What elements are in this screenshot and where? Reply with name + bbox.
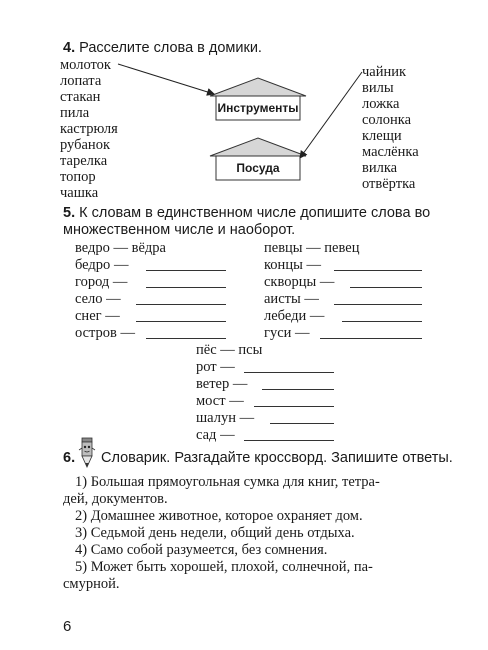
task5-header — [63, 205, 430, 221]
word-pair — [196, 359, 235, 376]
word-pair — [196, 427, 235, 444]
word-item: клещи — [362, 128, 402, 144]
word-pair — [196, 393, 244, 410]
word-item: чайник — [362, 64, 407, 80]
word-pair — [196, 342, 262, 359]
word-pair — [75, 325, 135, 342]
question-2: 2) Домашнее животное, которое охраняет дом. — [75, 508, 363, 524]
answer-blank[interactable] — [350, 275, 422, 288]
word-item: топор — [60, 169, 96, 185]
pair-word: аисты — [264, 291, 301, 307]
task5-title-line1: К словам в единственном числе допишите слова во — [79, 205, 431, 221]
word-item: молоток — [60, 57, 111, 73]
word-pair — [196, 376, 247, 393]
pair-word: певцы — [264, 240, 303, 256]
answer-blank[interactable] — [254, 394, 334, 407]
answer-blank[interactable] — [136, 309, 226, 322]
task4-title: Расселите слова в домики. — [79, 40, 262, 56]
word-pair — [75, 257, 128, 274]
pair-word: скворцы — [264, 274, 317, 290]
word-item: вилы — [362, 80, 394, 96]
pencil-mascot-icon — [76, 436, 98, 470]
pair-dash: — — [309, 308, 325, 324]
pair-word: снег — [75, 308, 102, 324]
word-pair — [75, 274, 127, 291]
pair-dash: — — [232, 376, 248, 392]
question-5-line1: 5) Может быть хорошей, плохой, солнечной, па- — [75, 559, 373, 575]
pair-dash: — — [112, 274, 128, 290]
question-1-line2: дей, документов. — [63, 491, 168, 507]
word-pair — [264, 240, 359, 257]
word-item: тарелка — [60, 153, 108, 169]
house2-roof — [210, 138, 306, 156]
task5-title-line2: множественном числе и наоборот. — [63, 222, 296, 238]
word-pair — [264, 274, 334, 291]
pair-dash: — — [304, 291, 319, 307]
question-5-line2: смурной. — [63, 576, 120, 592]
pair-word: пёс — [196, 342, 217, 358]
word-item: вилка — [362, 160, 398, 176]
answer-blank[interactable] — [146, 258, 226, 271]
pair-word: бедро — [75, 257, 111, 273]
page-number: 6 — [63, 618, 72, 635]
pair-dash: — — [319, 274, 335, 290]
word-pair — [196, 410, 254, 427]
word-item: солонка — [362, 112, 412, 128]
word-pair — [75, 240, 166, 257]
pair-dash: — — [120, 325, 136, 341]
task4-number: 4. — [63, 40, 76, 56]
pair-word: рот — [196, 359, 217, 375]
question-4: 4) Само собой разумеется, без сомнения. — [75, 542, 328, 558]
house2-label: Посуда — [236, 161, 280, 175]
pair-dash: — — [229, 393, 244, 409]
answer-blank[interactable] — [136, 292, 226, 305]
word-item: отвёртка — [362, 176, 416, 192]
question-3: 3) Седьмой день недели, общий день отдыха. — [75, 525, 355, 541]
pair-word: остров — [75, 325, 117, 341]
word-item: лопата — [60, 73, 102, 89]
answer-blank[interactable] — [342, 309, 422, 322]
word-pair — [75, 291, 121, 308]
word-pair — [264, 308, 324, 325]
pair-dash: — — [239, 410, 255, 426]
pair-dash: — — [113, 257, 129, 273]
pair-dash: — — [295, 325, 310, 341]
pair-word: лебеди — [264, 308, 307, 324]
answer-blank[interactable] — [146, 326, 226, 339]
answer-blank[interactable] — [334, 258, 422, 271]
pair-dash: — — [220, 359, 235, 375]
pair-answer: певец — [324, 240, 360, 256]
arrow-to-house2 — [300, 72, 362, 158]
word-pair — [264, 257, 321, 274]
pair-word: ведро — [75, 240, 110, 256]
word-pair — [264, 325, 310, 342]
word-item: кастрюля — [60, 121, 118, 137]
task5-number: 5. — [63, 205, 76, 221]
pair-answer: вёдра — [131, 240, 166, 256]
answer-blank[interactable] — [262, 377, 334, 390]
task6-title: Словарик. Разгадайте кроссворд. Запишите ответы. — [101, 450, 453, 466]
word-pair — [264, 291, 319, 308]
pair-word: гуси — [264, 325, 292, 341]
pair-dash: — — [220, 342, 235, 358]
word-item: маслёнка — [362, 144, 419, 160]
word-item: ложка — [362, 96, 400, 112]
house1-label: Инструменты — [217, 101, 299, 115]
arrow-to-house1 — [118, 64, 214, 94]
pair-dash: — — [106, 291, 121, 307]
word-item: чашка — [60, 185, 99, 201]
pair-answer: псы — [238, 342, 263, 358]
word-item: стакан — [60, 89, 101, 105]
pair-word: мост — [196, 393, 226, 409]
pair-word: село — [75, 291, 103, 307]
answer-blank[interactable] — [146, 275, 226, 288]
word-item: пила — [60, 105, 90, 121]
task6-number: 6. — [63, 450, 76, 466]
pair-word: шалун — [196, 410, 236, 426]
pair-word: город — [75, 274, 110, 290]
word-pair — [75, 308, 120, 325]
pair-dash: — — [105, 308, 120, 324]
pair-dash: — — [220, 427, 235, 443]
question-1-line1: 1) Большая прямоугольная сумка для книг, тетра- — [75, 474, 380, 490]
pair-dash: — — [306, 240, 321, 256]
word-item: рубанок — [60, 137, 110, 153]
pair-word: ветер — [196, 376, 230, 392]
pair-word: концы — [264, 257, 303, 273]
answer-blank[interactable] — [320, 326, 422, 339]
answer-blank[interactable] — [244, 360, 334, 373]
pair-dash: — — [306, 257, 321, 273]
answer-blank[interactable] — [334, 292, 422, 305]
pair-dash: — — [113, 240, 129, 256]
pair-word: сад — [196, 427, 217, 443]
house1-roof — [210, 78, 306, 96]
answer-blank[interactable] — [270, 411, 334, 424]
answer-blank[interactable] — [244, 428, 334, 441]
